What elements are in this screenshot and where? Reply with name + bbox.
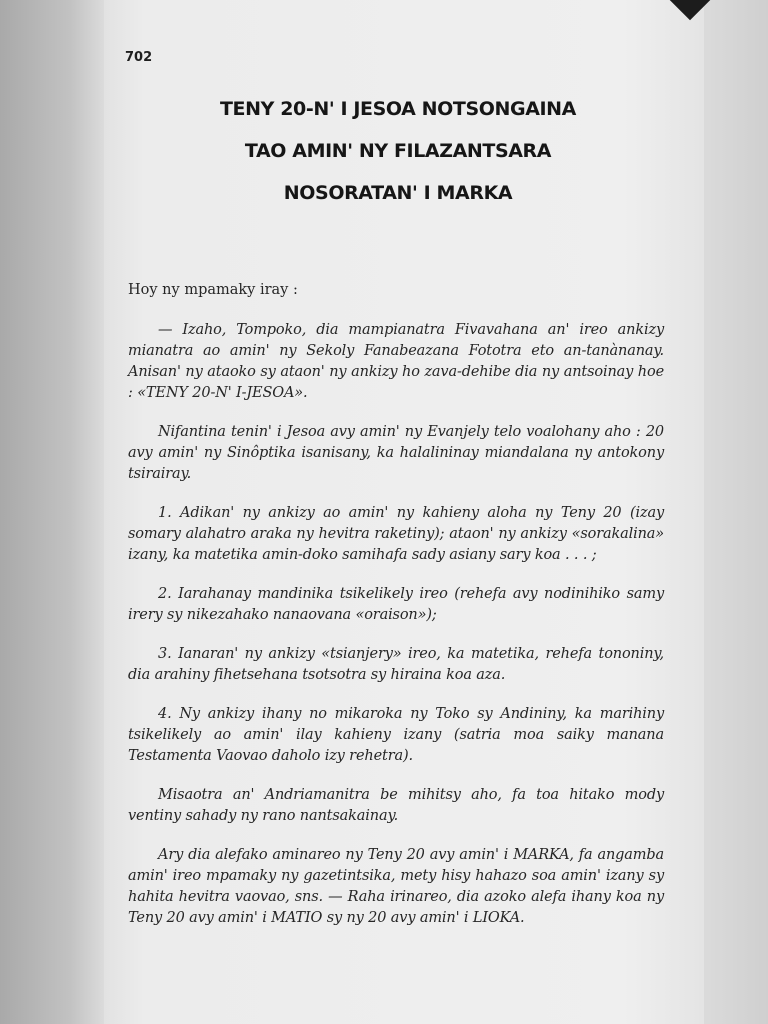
article-body	[128, 280, 664, 929]
page-number: 702	[125, 50, 153, 65]
salutation: Hoy ny mpamaky iray :	[128, 282, 298, 298]
step-item-4: 4. Ny ankizy ihany no mikaroka ny Toko sy Andininy, ka marihiny tsikelikely ao amin' ilay kahieny izany (satria moa saiky manana Testamenta Vaovao daholo izy rehetra).	[128, 706, 664, 764]
context-paragraph: Nifantina tenin' i Jesoa avy amin' ny Evanjely telo voalohany aho : 20 avy amin' ny Sinôptika isanisany, ka halalininay miandalana ny antokony tsirairay.	[128, 424, 664, 482]
title-line-1: TENY 20-N' I JESOA NOTSONGAINA	[220, 98, 576, 120]
thanks-paragraph: Misaotra an' Andriamanitra be mihitsy aho, fa toa hitako mody ventiny sahady ny rano nantsakainay.	[128, 787, 664, 824]
step-item-2: 2. Iarahanay mandinika tsikelikely ireo (rehefa avy nodinihiko samy irery sy nikezahako nanaovana «oraison»);	[128, 586, 664, 623]
step-item-3: 3. Ianaran' ny ankizy «tsianjery» ireo, ka matetika, rehefa tononiny, dia arahiny fihetsehana tsotsotra sy hiraina koa aza.	[128, 646, 664, 683]
closing-paragraph: Ary dia alefako aminareo ny Teny 20 avy amin' i MARKA, fa angamba amin' ireo mpamaky ny gazetintsika, mety hisy hahazo soa amin' izany sy hahita hevitra vaovao, sns. — Raha irinareo, dia azoko alefa ihany koa ny Teny 20 avy amin' i MATIO sy ny 20 avy amin' i LIOKA.	[128, 847, 664, 926]
step-item-1: 1. Adikan' ny ankizy ao amin' ny kahieny aloha ny Teny 20 (izay somary alahatro araka ny hevitra raketiny); ataon' ny ankizy «sorakalina» izany, ka matetika amin-doko samihafa sady asiany sary koa . . . ;	[128, 505, 664, 563]
title-line-2: TAO AMIN' NY FILAZANTSARA	[244, 140, 552, 162]
title-line-3: NOSORATAN' I MARKA	[283, 182, 513, 204]
page-title	[130, 88, 666, 214]
intro-paragraph: — Izaho, Tompoko, dia mampianatra Fivavahana an' ireo ankizy mianatra ao amin' ny Sekoly Fanabeazana Fototra eto an-tanànanay. Anisan' ny ataoko sy ataon' ny ankizy ho zava-dehibe dia ny antsoinay hoe : «TENY 20-N' I-JESOA».	[128, 322, 664, 401]
